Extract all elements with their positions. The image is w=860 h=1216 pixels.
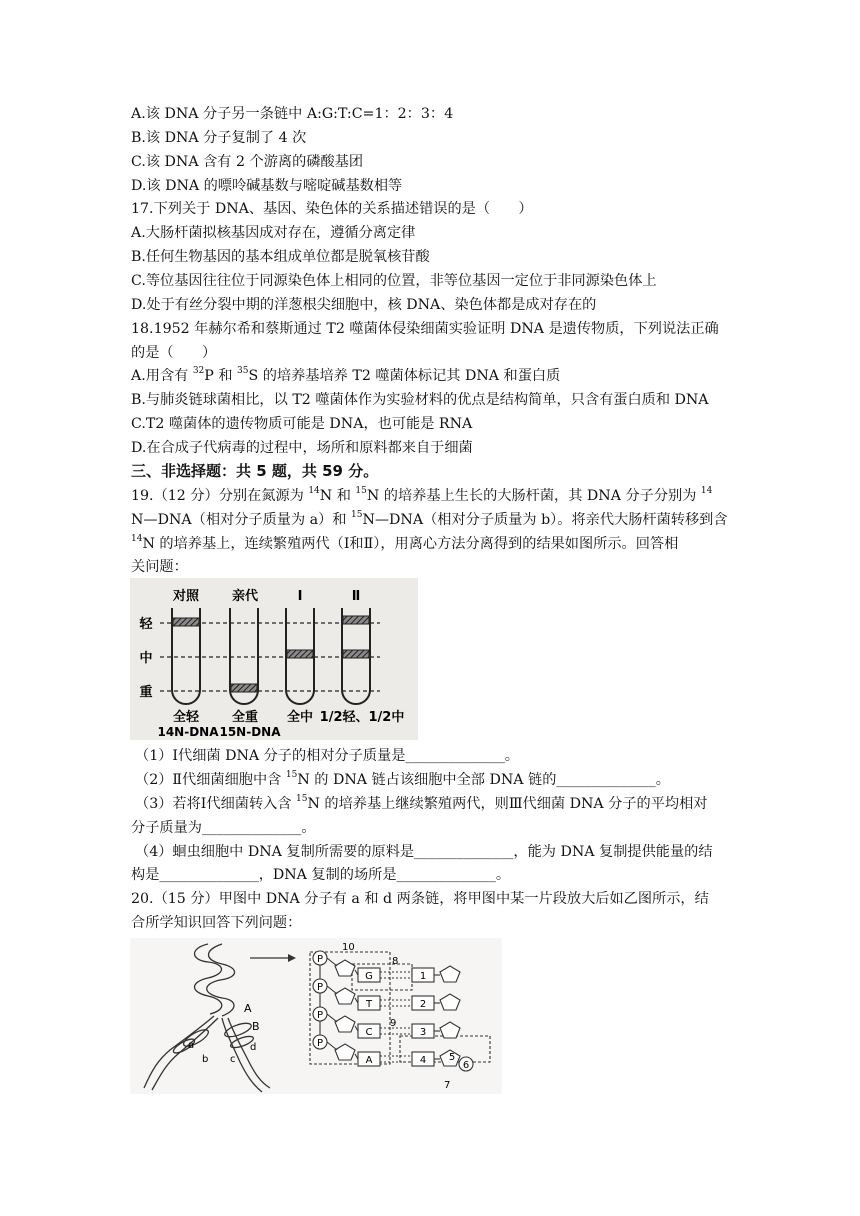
label-middle: 中 bbox=[139, 651, 153, 666]
label-9: 9 bbox=[390, 1018, 397, 1029]
band-control-light bbox=[173, 618, 199, 626]
q16-option-a: A.该 DNA 分子另一条链中 A:G:T:C=1：2：3：4 bbox=[131, 106, 454, 122]
label-light: 轻 bbox=[139, 617, 153, 632]
q16-option-b: B.该 DNA 分子复制了 4 次 bbox=[131, 130, 307, 146]
band-gen1-middle bbox=[287, 650, 313, 658]
centrifuge-diagram bbox=[130, 578, 418, 740]
centrifuge-figure bbox=[130, 578, 418, 740]
q19-sub-4-line2: 构是______________，DNA 复制的场所是______________。 bbox=[131, 867, 511, 883]
q19-stem-line1: 19.（12 分）分别在氮源为 $^{14}$N 和 $^{15}$N 的培养基上生长的大肠杆菌，其 DNA 分子分别为 $^{14}$ bbox=[131, 486, 713, 504]
q16-option-c: C.该 DNA 含有 2 个游离的磷酸基团 bbox=[131, 154, 364, 170]
caption-15n-dna: 15N-DNA bbox=[219, 725, 281, 739]
q17-option-b: B.任何生物基因的基本组成单位都是脱氧核苷酸 bbox=[131, 249, 430, 265]
caption-all-light: 全轻 bbox=[172, 710, 200, 725]
q16-option-d: D.该 DNA 的嘌呤碱基数与嘧啶碱基数相等 bbox=[131, 178, 403, 194]
q18-option-a: A.用含有 $^{32}$P 和 $^{35}$S 的培养基培养 T2 噬菌体标记其 DNA 和蛋白质 bbox=[131, 366, 561, 384]
band-gen2-middle bbox=[343, 650, 369, 658]
num-5: 5 bbox=[448, 1052, 456, 1063]
section-heading: 三、非选择题：共 5 题，共 59 分。 bbox=[131, 462, 379, 480]
caption-half: 1/2轻、1/2中 bbox=[319, 710, 405, 725]
label-10: 10 bbox=[342, 942, 355, 953]
caption-14n-dna: 14N-DNA bbox=[157, 725, 219, 739]
q19-sub-1: （1）Ⅰ代细菌 DNA 分子的相对分子质量是______________。 bbox=[135, 748, 519, 764]
q17-option-d: D.处于有丝分裂中期的洋葱根尖细胞中，核 DNA、染色体都是成对存在的 bbox=[131, 297, 597, 313]
label-b: b bbox=[202, 1054, 209, 1065]
caption-all-middle: 全中 bbox=[286, 710, 314, 725]
label-a: a bbox=[188, 1040, 195, 1051]
q19-sub-4-line1: （4）蛔虫细胞中 DNA 复制所需要的原料是______________，能为 DNA 复制提供能量的结 bbox=[135, 844, 713, 860]
q19-sub-3-line2: 分子质量为______________。 bbox=[131, 820, 316, 836]
base-C: C bbox=[365, 1027, 373, 1038]
num-4: 4 bbox=[419, 1055, 427, 1066]
q20-stem-line2: 合所学知识回答下列问题： bbox=[131, 915, 302, 931]
q19-sub-3-line1: （3）若将Ⅰ代细菌转入含 $^{15}$N 的培养基上继续繁殖两代，则Ⅲ代细菌 DNA 分子的平均相对 bbox=[135, 794, 708, 812]
q19-stem-line4: 关问题： bbox=[131, 559, 188, 575]
caption-all-heavy: 全重 bbox=[231, 710, 259, 725]
q18-stem-line1: 18.1952 年赫尔希和蔡斯通过 T2 噬菌体侵染细菌实验证明 DNA 是遗传物质，下列说法正确 bbox=[131, 321, 719, 337]
q17-stem: 17.下列关于 DNA、基因、染色体的关系描述错误的是（ ） bbox=[131, 201, 533, 217]
label-7: 7 bbox=[444, 1080, 451, 1091]
label-B: B bbox=[252, 1020, 260, 1033]
label-gen-1: Ⅰ bbox=[297, 589, 303, 604]
q19-stem-line2: N—DNA（相对分子质量为 a）和 $^{15}$N—DNA（相对分子质量为 b）。将亲代大肠杆菌转移到含 bbox=[131, 510, 728, 528]
label-d: d bbox=[250, 1042, 257, 1053]
label-c: c bbox=[230, 1054, 236, 1065]
band-parent-heavy bbox=[231, 684, 257, 692]
base-A: A bbox=[365, 1055, 373, 1066]
q17-option-c: C.等位基因往往位于同源染色体上相同的位置，非等位基因一定位于非同源染色体上 bbox=[131, 273, 657, 289]
label-parent: 亲代 bbox=[231, 589, 259, 604]
q20-stem-line1: 20.（15 分）甲图中 DNA 分子有 a 和 d 两条链，将甲图中某一片段放大后如乙图所示，结 bbox=[131, 891, 709, 907]
q18-option-c: C.T2 噬菌体的遗传物质可能是 DNA，也可能是 RNA bbox=[131, 416, 473, 432]
num-1: 1 bbox=[419, 971, 427, 982]
phosphate-label-3: P bbox=[316, 1010, 324, 1021]
num-3: 3 bbox=[419, 1027, 427, 1038]
q18-option-d: D.在合成子代病毒的过程中，场所和原料都来自于细菌 bbox=[131, 440, 473, 456]
band-gen2-light bbox=[343, 616, 369, 624]
label-control: 对照 bbox=[172, 589, 200, 604]
label-gen-2: Ⅱ bbox=[351, 589, 361, 604]
label-8: 8 bbox=[392, 956, 399, 967]
base-T: T bbox=[365, 999, 373, 1010]
num-2: 2 bbox=[419, 999, 427, 1010]
dna-figure bbox=[130, 938, 502, 1094]
phosphate-label-4: P bbox=[316, 1038, 324, 1049]
q18-option-b: B.与肺炎链球菌相比，以 T2 噬菌体作为实验材料的优点是结构简单，只含有蛋白质和 DNA bbox=[131, 392, 709, 408]
num-6: 6 bbox=[462, 1060, 470, 1071]
q18-stem-line2: 的是（ ） bbox=[131, 345, 217, 361]
phosphate-label-2: P bbox=[316, 982, 324, 993]
phosphate-label-1: P bbox=[316, 954, 324, 965]
label-A: A bbox=[244, 1002, 252, 1015]
q19-sub-2: （2）Ⅱ代细菌细胞中含 $^{15}$N 的 DNA 链占该细胞中全部 DNA 链的______________。 bbox=[135, 770, 670, 788]
dna-diagram bbox=[130, 938, 502, 1094]
base-G: G bbox=[365, 971, 373, 982]
q17-option-a: A.大肠杆菌拟核基因成对存在，遵循分离定律 bbox=[131, 225, 416, 241]
label-heavy: 重 bbox=[139, 685, 153, 700]
q19-stem-line3: $^{14}$N 的培养基上，连续繁殖两代（Ⅰ和Ⅱ），用离心方法分离得到的结果如图所示。回答相 bbox=[131, 534, 679, 552]
